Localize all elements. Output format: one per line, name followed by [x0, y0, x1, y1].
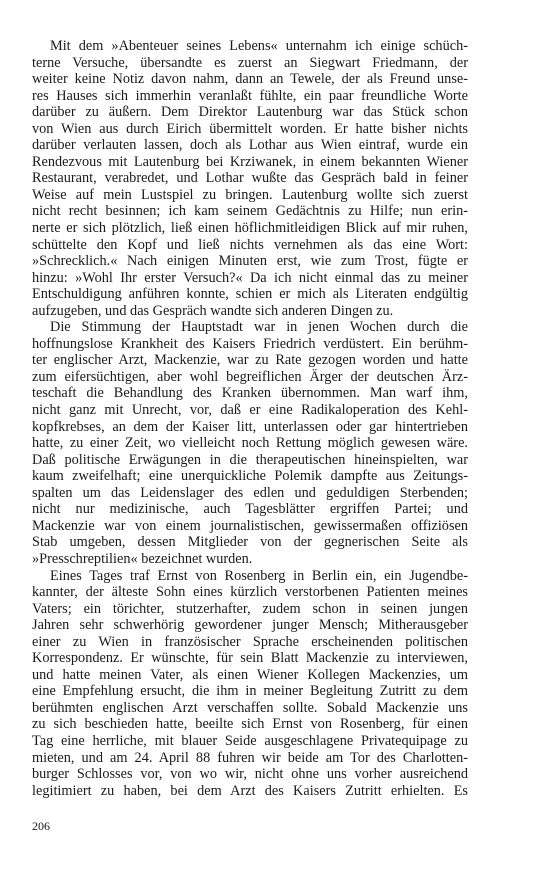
- page-number: 206: [32, 819, 50, 833]
- text-line: eine Empfehlung ersucht, die ihm in meiner Begleitung Zutritt zu dem: [32, 683, 468, 700]
- text-line: Weise auf mein Lustspiel zu bringen. Lautenburg wollte sich zuerst: [32, 186, 468, 203]
- text-line: teschaft die Behandlung des Kranken übernommen. Man warf ihm,: [32, 385, 468, 402]
- text-line: nicht ganz mit Unrecht, vor, daß er eine Radikaloperation des Kehl-: [32, 402, 468, 419]
- text-line: darüber zu äußern. Dem Direktor Lautenburg war das Stück schon: [32, 104, 468, 121]
- text-line: einer zu Wien in französischer Sprache erscheinenden politischen: [32, 633, 468, 650]
- paragraph: [32, 568, 468, 800]
- text-line: hinzu: »Wohl Ihr erster Versuch?« Da ich nicht einmal das zu meiner: [32, 269, 468, 286]
- text-line: zum eifersüchtigen, aber wohl begreiflichen Ärger der deutschen Ärz-: [32, 368, 468, 385]
- text-line: aufzugeben, und das Gespräch wandte sich anderen Dingen zu.: [32, 302, 394, 319]
- text-line: Jahren sehr schwerhörig gewordener junger Mensch; Mitherausgeber: [32, 617, 468, 634]
- text-line: kaum zweifelhaft; eine unerquickliche Polemik dampfte aus Zeitungs-: [32, 468, 468, 485]
- text-line: weiter keine Notiz davon nahm, dann an Tewele, der als Freund unse-: [32, 71, 468, 88]
- text-line: darüber verlauten lassen, doch als Lothar aus Wien eintraf, wurde ein: [32, 137, 468, 154]
- text-line: Tag eine herrliche, mit blauer Seide ausgeschlagene Privatequipage zu: [32, 732, 468, 749]
- text-line: spalten um das Leidenslager des edlen und geduldigen Sterbenden;: [32, 484, 468, 501]
- text-line: und hatte meinen Vater, als einen Wiener Kollegen Mackenzies, um: [32, 666, 468, 683]
- text-line: nicht nur medizinische, auch Tagesblätter ergriffen Partei; und: [32, 501, 468, 518]
- text-line: Daß politische Erwägungen in die therapeutischen hineinspielten, war: [32, 451, 468, 468]
- text-line: Stab umgeben, dessen Mitglieder von der gegnerischen Seite als: [32, 534, 468, 551]
- text-line: Eines Tages traf Ernst von Rosenberg in Berlin ein, ein Jugendbe-: [50, 567, 468, 584]
- text-line: »Schrecklich.« Nach einigen Minuten erst, wie zum Trost, fügte er: [32, 253, 468, 270]
- text-line: kopfkrebses, an dem der Kaiser litt, unterlassen oder gar hintertrieben: [32, 418, 468, 435]
- text-line: berühmten englischen Arzt verschaffen sollte. Sobald Mackenzie uns: [32, 699, 468, 716]
- page-text: [32, 38, 468, 799]
- text-line: Vaters; ein törichter, stutzerhafter, zudem schon in seinen jungen: [32, 600, 468, 617]
- text-line: Korrespondenz. Er wünschte, für sein Blatt Mackenzie zu interviewen,: [32, 650, 468, 667]
- text-line: nicht recht besinnen; ich kam seinem Gedächtnis zu Hilfe; nun erin-: [32, 203, 468, 220]
- text-line: Die Stimmung der Hauptstadt war in jenen Wochen durch die: [50, 319, 468, 336]
- paragraph: [32, 38, 468, 319]
- text-line: Mackenzie war von einem journalistischen, gewissermaßen offiziösen: [32, 517, 468, 534]
- text-line: zu sich beschieden hatte, beeilte sich Ernst von Rosenberg, für einen: [32, 716, 468, 733]
- text-line: mieten, und am 24. April 88 fuhren wir beide am Tor des Charlotten-: [32, 749, 468, 766]
- text-line: Mit dem »Abenteuer seines Lebens« unternahm ich einige schüch-: [50, 38, 468, 54]
- text-line: hoffnungslose Krankheit des Kaisers Friedrich verdüstert. Ein berühm-: [32, 335, 468, 352]
- body-text: [32, 38, 468, 799]
- text-line: res Hauses sich immerhin veranlaßt fühlte, ein paar freundliche Worte: [32, 87, 468, 104]
- text-line: legitimiert zu haben, bei dem Arzt des Kaisers Zutritt erhielten. Es: [32, 782, 468, 799]
- text-line: burger Schlosses vor, von wo wir, nicht ohne uns vorher ausreichend: [32, 766, 468, 783]
- text-line: nerte er sich plötzlich, ließ einen höflichmitleidigen Blick auf mir ruhen,: [32, 220, 468, 237]
- text-line: Rendezvous mit Lautenburg bei Krziwanek, in einem bekannten Wiener: [32, 153, 468, 170]
- text-line: terne Versuche, übersandte es zuerst an Siegwart Friedmann, der: [32, 54, 468, 71]
- text-line: schüttelte den Kopf und ließ nichts vernehmen als das eine Wort:: [32, 236, 468, 253]
- text-line: kannter, der älteste Sohn eines kürzlich verstorbenen Patienten meines: [32, 584, 468, 601]
- paragraph: [32, 319, 468, 567]
- text-line: hatte, zu einer Zeit, wo vielleicht noch Rettung möglich gewesen wäre.: [32, 435, 468, 452]
- text-line: Entschuldigung anführen konnte, schien er mich als Literaten endgültig: [32, 286, 468, 303]
- text-line: »Presschreptilien« bezeichnet wurden.: [32, 550, 253, 567]
- text-line: von Wien aus durch Eirich übermittelt worden. Er hatte bisher nichts: [32, 120, 468, 137]
- text-line: ter englischer Arzt, Mackenzie, war zu Rate gezogen worden und hatte: [32, 352, 468, 369]
- text-line: Restaurant, verabredet, und Lothar wußte das Gespräch bald in feiner: [32, 170, 468, 187]
